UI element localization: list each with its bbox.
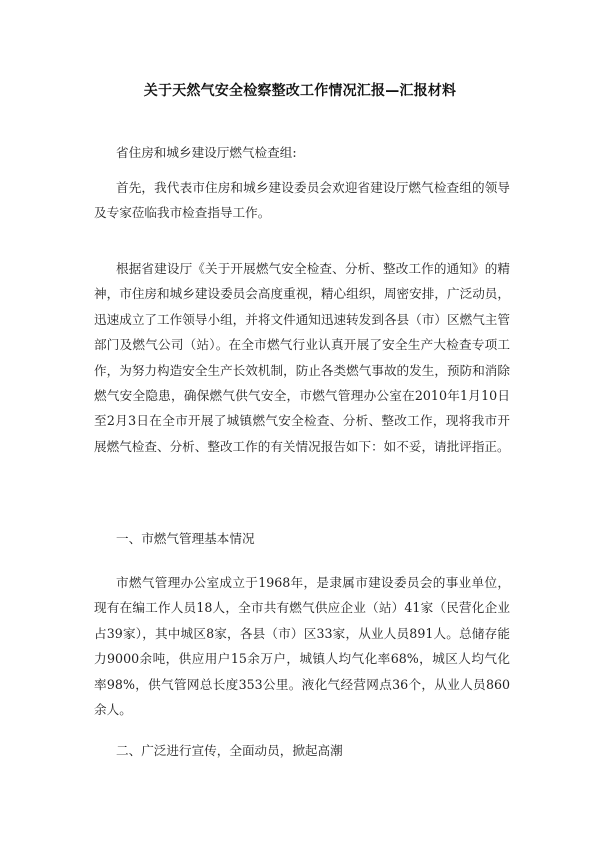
paragraph-background: 根据省建设厅《关于开展燃气安全检查、分析、整改工作的通知》的精神，市住房和城乡建设委员会高度重视，精心组织，周密安排，广泛动员，迅速成立了工作领导小组，并将文件通知迅速转发到各县（市）区燃气主管部门及燃气公司（站）。在全市燃气行业认真开展了安全生产大检查专项工作，为努力构造安全生产长效机制，防止各类燃气事故的发生，预防和消除燃气安全隐患，确保燃气供气安全，市燃气管理办公室在2010年1月10日至2月3日在全市开展了城镇燃气安全检查、分析、整改工作，现将我市开展燃气检查、分析、整改工作的有关情况报告如下：如不妥，请批评指正。 [94, 261, 510, 454]
paragraph-basic-info: 市燃气管理办公室成立于1968年，是隶属市建设委员会的事业单位，现有在编工作人员18人，全市共有燃气供应企业（站）41家（民营化企业占39家），其中城区8家，各县（市）区33家，从业人员891人。总储存能力9000余吨，供应用户15余万户，城镇人均气化率68%，城区人均气化率98%，供气管网总长度353公里。液化气经营网点36个，从业人员860余人。 [94, 575, 510, 718]
section-heading-1: 一、市燃气管理基本情况 [116, 531, 255, 546]
salutation: 省住房和城乡建设厅燃气检查组: [116, 145, 297, 160]
paragraph-welcome: 首先，我代表市住房和城乡建设委员会欢迎省建设厅燃气检查组的领导及专家莅临我市检查指导工作。 [94, 180, 510, 221]
document-title: 关于天然气安全检察整改工作情况汇报—汇报材料 [143, 83, 457, 99]
section-heading-2: 二、广泛进行宣传，全面动员，掀起高潮 [116, 743, 343, 758]
